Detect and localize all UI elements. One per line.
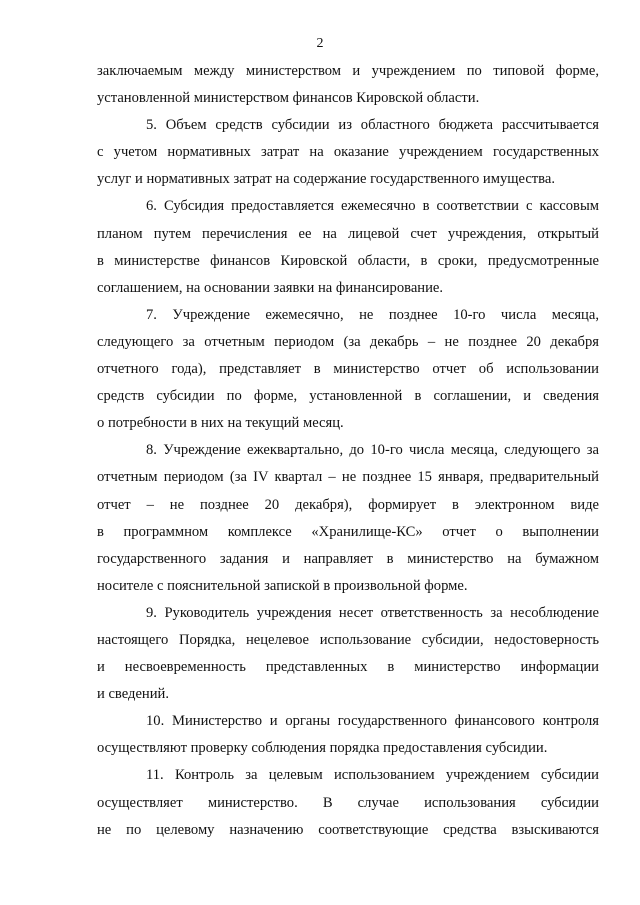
text-line: и сведений. — [97, 686, 170, 703]
text-line: в министерстве финансов Кировской области, в сроки, предусмотренные — [97, 252, 599, 269]
paragraph-item-10 — [97, 708, 599, 762]
paragraph-item-6 — [97, 193, 599, 301]
text-line: услуг и нормативных затрат на содержание государственного имущества. — [97, 171, 556, 188]
paragraph-item-5 — [97, 112, 599, 193]
text-line: средств субсидии по форме, установленной в соглашении, и сведения — [97, 388, 599, 405]
text-line: отчетного года), представляет в министерство отчет об использовании — [97, 361, 599, 378]
text-line: и несвоевременность представленных в министерство информации — [97, 659, 599, 676]
text-line: 11. Контроль за целевым использованием учреждением субсидии — [146, 767, 599, 784]
text-line: носителе с пояснительной запиской в произвольной форме. — [97, 577, 468, 594]
text-line: 6. Субсидия предоставляется ежемесячно в соответствии с кассовым — [146, 198, 599, 215]
text-line: о потребности в них на текущий месяц. — [97, 415, 344, 432]
text-line: планом путем перечисления ее на лицевой счет учреждения, открытый — [97, 225, 599, 242]
text-line: 7. Учреждение ежемесячно, не позднее 10-го числа месяца, — [146, 306, 599, 323]
paragraph-item-11 — [97, 762, 599, 843]
text-line: не по целевому назначению соответствующие средства взыскиваются — [97, 821, 599, 838]
text-line: 5. Объем средств субсидии из областного бюджета рассчитывается — [146, 117, 599, 134]
text-line: государственного задания и направляет в министерство на бумажном — [97, 550, 599, 567]
text-line: 10. Министерство и органы государственного финансового контроля — [146, 713, 599, 730]
text-line: отчетным периодом (за IV квартал – не позднее 15 января, предварительный — [97, 469, 599, 486]
text-line: отчет – не позднее 20 декабря), формирует в электронном виде — [97, 496, 599, 513]
text-line: установленной министерством финансов Кировской области. — [97, 90, 480, 107]
document-body — [97, 58, 599, 844]
page-number: 2 — [316, 36, 324, 51]
text-line: осуществляют проверку соблюдения порядка предоставления субсидии. — [97, 740, 548, 757]
text-line: с учетом нормативных затрат на оказание учреждением государственных — [97, 144, 599, 161]
paragraph-item-8 — [97, 437, 599, 600]
text-line: заключаемым между министерством и учреждением по типовой форме, — [97, 63, 599, 79]
paragraph — [97, 58, 599, 112]
paragraph-item-7 — [97, 302, 599, 437]
paragraph-item-9 — [97, 600, 599, 708]
text-line: осуществляет министерство. В случае использования субсидии — [97, 794, 599, 811]
text-line: в программном комплексе «Хранилище-КС» отчет о выполнении — [97, 523, 599, 540]
text-line: следующего за отчетным периодом (за декабрь – не позднее 20 декабря — [97, 333, 599, 350]
text-line: соглашением, на основании заявки на финансирование. — [97, 279, 444, 296]
text-line: настоящего Порядка, нецелевое использование субсидии, недостоверность — [97, 631, 599, 648]
text-line: 8. Учреждение ежеквартально, до 10-го числа месяца, следующего за — [146, 442, 599, 459]
text-line: 9. Руководитель учреждения несет ответственность за несоблюдение — [146, 604, 599, 621]
